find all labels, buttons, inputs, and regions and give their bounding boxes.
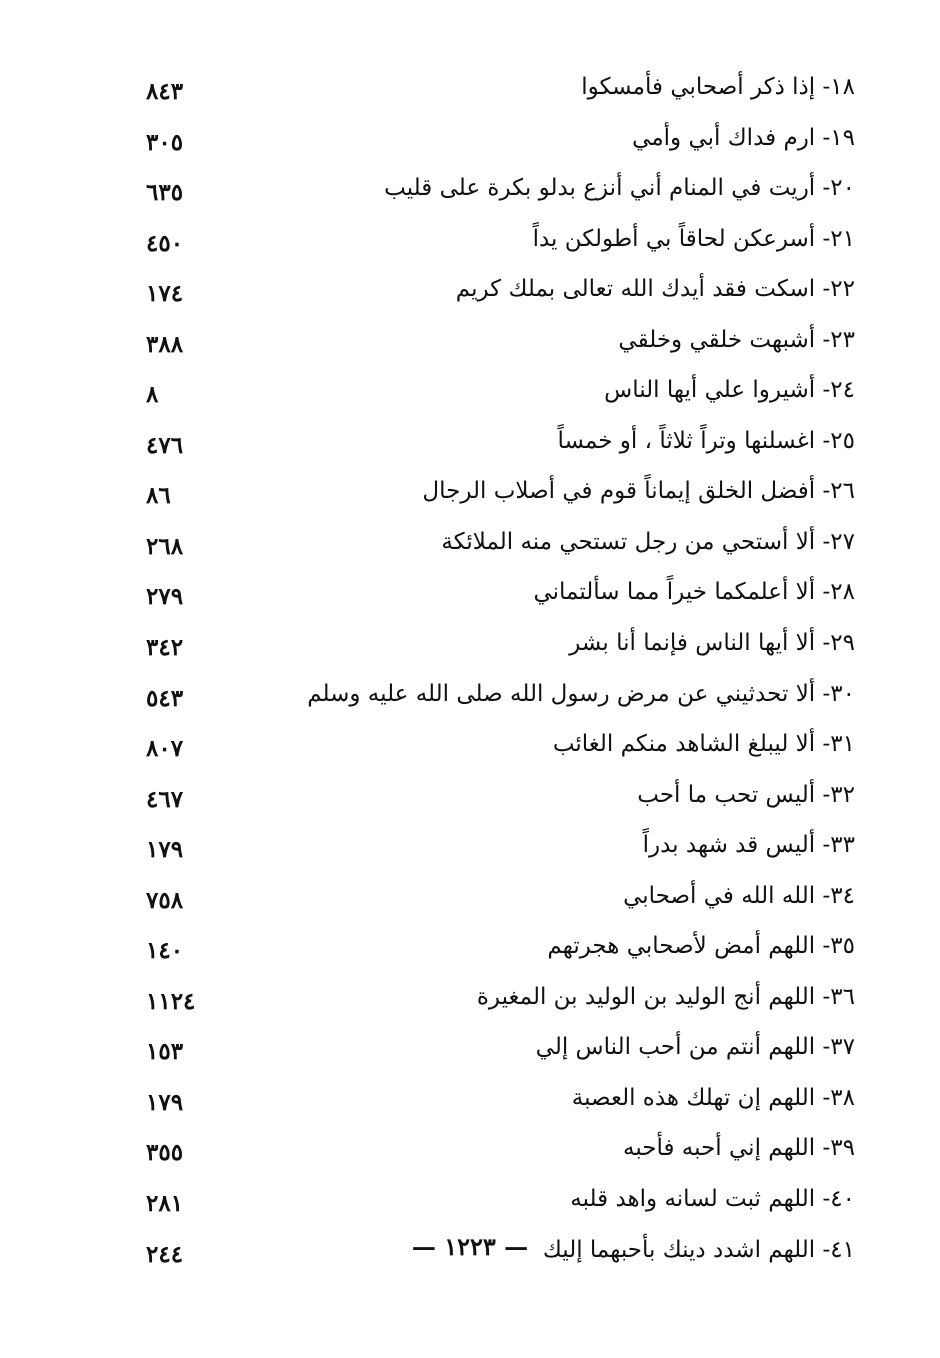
- entry-page-number: ١١٢٤: [146, 987, 196, 1015]
- index-entry: [140, 675, 855, 726]
- entry-page-number: ٢٦٨: [146, 532, 184, 560]
- index-entry: [140, 523, 855, 574]
- entry-text: ٢٤- أشيروا علي أيها الناس: [604, 377, 855, 404]
- index-entry: [140, 220, 855, 271]
- entry-page-number: ١٧٤: [146, 280, 184, 308]
- entry-page-number: ٧٥٨: [146, 886, 184, 914]
- entry-page-number: ٢٨١: [146, 1190, 184, 1218]
- entry-page-number: ١٥٣: [146, 1038, 184, 1066]
- entry-text: ١٨- إذا ذكر أصحابي فأمسكوا: [581, 74, 855, 100]
- index-entry: [140, 1129, 855, 1180]
- index-entry: [140, 371, 855, 422]
- entry-page-number: ٣٤٢: [146, 634, 184, 662]
- index-entry: [140, 422, 855, 473]
- entry-page-number: ٥٤٣: [146, 684, 184, 712]
- entry-page-number: ٣٨٨: [146, 330, 184, 358]
- index-entry: [140, 826, 855, 877]
- entry-page-number: ٢٧٩: [146, 583, 184, 611]
- page-number-footer: — ١٢٢٣ —: [411, 1232, 529, 1261]
- entry-text: ٣٧- اللهم أنتم من أحب الناس إلي: [535, 1034, 855, 1061]
- index-entry: [140, 119, 855, 170]
- entry-text: ٣٩- اللهم إني أحبه فأحبه: [623, 1135, 855, 1162]
- entry-page-number: ٦٣٥: [146, 179, 184, 207]
- index-entry: [140, 68, 855, 119]
- entry-text: ٣٨- اللهم إن تهلك هذه العصبة: [571, 1084, 855, 1111]
- entry-text: ٣٤- الله الله في أصحابي: [623, 882, 855, 909]
- entry-text: ٣٣- أليس قد شهد بدراً: [642, 832, 855, 859]
- index-entry: [140, 573, 855, 624]
- index-entry: [140, 624, 855, 675]
- entry-text: ٢٢- اسكت فقد أيدك الله تعالى بملك كريم: [455, 276, 855, 303]
- index-entry: [140, 169, 855, 220]
- entry-text: ٣٥- اللهم أمض لأصحابي هجرتهم: [547, 933, 855, 960]
- entry-text: ٢٧- ألا أستحي من رجل تستحي منه الملائكة: [441, 528, 855, 555]
- entry-page-number: ٣٥٥: [146, 1139, 184, 1167]
- index-entry: [140, 321, 855, 372]
- entry-text: ٢١- أسرعكن لحاقاً بي أطولكن يداً: [532, 225, 855, 252]
- entry-text: ٣١- ألا ليبلغ الشاهد منكم الغائب: [552, 731, 855, 758]
- entry-page-number: ١٤٠: [146, 937, 184, 965]
- entry-page-number: ٣٠٥: [146, 128, 184, 156]
- entry-text: ١٩- ارم فداك أبي وأمي: [632, 124, 855, 151]
- index-entry: [140, 776, 855, 827]
- index-entry: [140, 877, 855, 928]
- entry-text: ٣٦- اللهم أنج الوليد بن الوليد بن المغيرة: [476, 983, 855, 1010]
- entry-text: ٢٣- أشبهت خلقي وخلقي: [618, 326, 855, 353]
- index-entry: [140, 472, 855, 523]
- entry-text: ٣٢- أليس تحب ما أحب: [637, 781, 855, 808]
- entry-text: ٣٠- ألا تحدثيني عن مرض رسول الله صلى الله عليه وسلم: [307, 680, 855, 707]
- entry-text: ٢٨- ألا أعلمكما خيراً مما سألتماني: [533, 579, 855, 606]
- index-entry: [140, 1028, 855, 1079]
- hadith-index-list: [140, 68, 855, 1281]
- entry-text: ٤١- اللهم اشدد دينك بأحبهما إليك: [542, 1236, 855, 1263]
- index-entry: [140, 1180, 855, 1231]
- entry-text: ٢٦- أفضل الخلق إيماناً قوم في أصلاب الرجال: [422, 478, 855, 505]
- entry-page-number: ٨٤٣: [146, 78, 184, 105]
- index-entry: [140, 270, 855, 321]
- entry-page-number: ٤٧٦: [146, 431, 184, 459]
- entry-page-number: ٨٠٧: [146, 735, 184, 763]
- entry-page-number: ٢٤٤: [146, 1240, 184, 1268]
- entry-page-number: ٨٦: [146, 482, 171, 510]
- entry-page-number: ٤٥٠: [146, 229, 184, 257]
- entry-page-number: ١٧٩: [146, 836, 184, 864]
- index-entry: [140, 978, 855, 1029]
- entry-text: ٤٠- اللهم ثبت لسانه واهد قلبه: [570, 1186, 855, 1213]
- entry-page-number: ١٧٩: [146, 1088, 184, 1116]
- index-entry: [140, 927, 855, 978]
- index-entry: [140, 1079, 855, 1130]
- entry-page-number: ٤٦٧: [146, 785, 184, 813]
- entry-text: ٢٠- أريت في المنام أني أنزع بدلو بكرة على قليب: [384, 175, 855, 202]
- entry-text: ٢٥- اغسلنها وتراً ثلاثاً ، أو خمساً: [557, 427, 855, 454]
- index-entry: [140, 725, 855, 776]
- entry-page-number: ٨: [146, 381, 159, 409]
- entry-text: ٢٩- ألا أيها الناس فإنما أنا بشر: [569, 630, 855, 657]
